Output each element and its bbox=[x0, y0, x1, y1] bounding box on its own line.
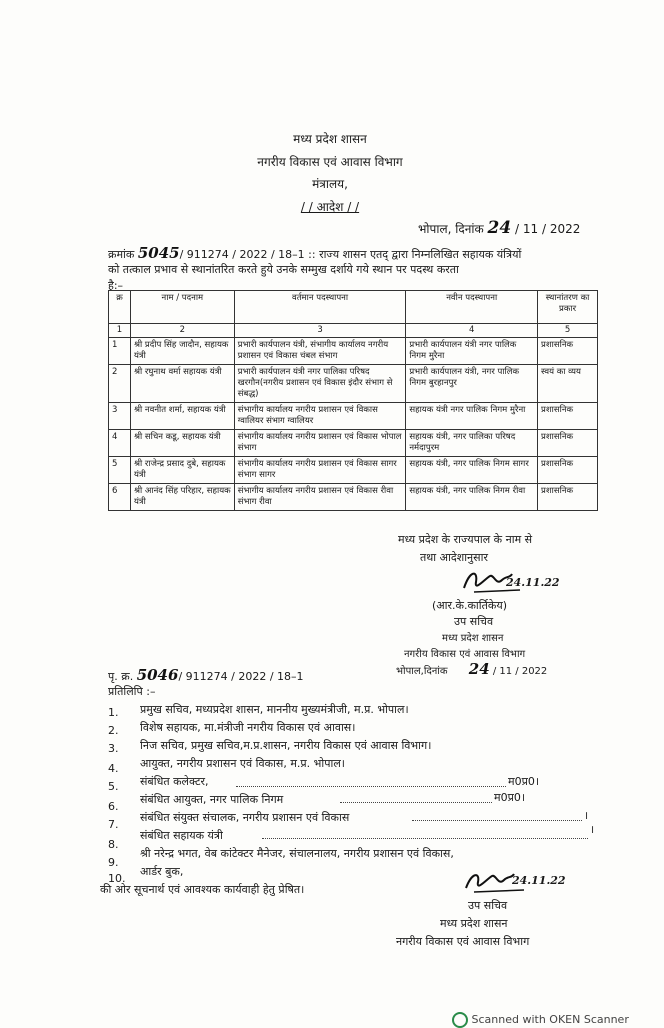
copy-item-number: 10. bbox=[108, 872, 126, 885]
copy-officer-government: मध्य प्रदेश शासन bbox=[440, 917, 508, 930]
blank-line bbox=[340, 802, 492, 803]
copy-item-number: 8. bbox=[108, 838, 119, 851]
col-number: 2 bbox=[130, 324, 234, 338]
table-number-row bbox=[109, 324, 598, 338]
cell-sn: 4 bbox=[109, 430, 131, 457]
header-name: नाम / पदनाम bbox=[130, 291, 234, 324]
cell-name: श्री नवनीत शर्मा, सहायक यंत्री bbox=[130, 403, 234, 430]
copy-item-number: 9. bbox=[108, 856, 119, 869]
cell-current: प्रभारी कार्यपालन यंत्री, संभागीय कार्यालय नगरीय प्रशासन एवं विकास चंबल संभाग bbox=[234, 338, 406, 365]
cell-name: श्री रघुनाथ वर्मा सहायक यंत्री bbox=[130, 365, 234, 403]
blank-line bbox=[236, 786, 506, 787]
closing-line-2: तथा आदेशानुसार bbox=[420, 551, 488, 564]
col-number: 4 bbox=[406, 324, 538, 338]
header-transfer-type: स्थानांतरण का प्रकार bbox=[538, 291, 598, 324]
copy-item-text: संबंधित संयुक्त संचालक, नगरीय प्रशासन एवं विकास bbox=[140, 811, 350, 824]
header-department: नगरीय विकास एवं आवास विभाग bbox=[257, 155, 403, 169]
header-ministry: मंत्रालय, bbox=[312, 177, 348, 191]
scanner-watermark: Scanned with OKEN Scanner bbox=[452, 1012, 629, 1028]
cell-new: प्रभारी कार्यपालन यंत्री, नगर पालिक निगम बुरहानपुर bbox=[406, 365, 538, 403]
order-title: / / आदेश / / bbox=[300, 200, 360, 214]
order-number: 5045 bbox=[137, 244, 180, 262]
copy-item-number: 7. bbox=[108, 818, 119, 831]
col-number: 1 bbox=[109, 324, 131, 338]
copy-officer-department: नगरीय विकास एवं आवास विभाग bbox=[396, 935, 530, 948]
cell-new: सहायक यंत्री, नगर पालिक निगम रीवा bbox=[406, 484, 538, 511]
cell-current: प्रभारी कार्यपालन यंत्री नगर पालिका परिषद खरगौन(नगरीय प्रशासन एवं विकास इंदौर संभाग से संबद्ध) bbox=[234, 365, 406, 403]
signature-1-date: 24.11.22 bbox=[506, 576, 560, 589]
copy-item-tail: । bbox=[590, 823, 595, 836]
table-row bbox=[109, 403, 598, 430]
copy-item-tail: । bbox=[584, 809, 589, 822]
copy-item-text: संबंधित सहायक यंत्री bbox=[140, 829, 223, 842]
header-current-posting: वर्तमान पदस्थापना bbox=[234, 291, 406, 324]
copy-item-number: 3. bbox=[108, 742, 119, 755]
table-row bbox=[109, 365, 598, 403]
header-government: मध्य प्रदेश शासन bbox=[293, 132, 367, 146]
cell-current: संभागीय कार्यालय नगरीय प्रशासन एवं विकास भोपाल संभाग bbox=[234, 430, 406, 457]
officer-name: (आर.के.कार्तिकेय) bbox=[432, 599, 508, 612]
scanner-logo-icon bbox=[452, 1012, 468, 1028]
cell-name: श्री राजेन्द्र प्रसाद दुबे, सहायक यंत्री bbox=[130, 457, 234, 484]
header-sn: क्र bbox=[109, 291, 131, 324]
col-number: 3 bbox=[234, 324, 406, 338]
cell-current: संभागीय कार्यालय नगरीय प्रशासन एवं विकास सागर संभाग सागर bbox=[234, 457, 406, 484]
order-date: भोपाल, दिनांक 24 / 11 / 2022 bbox=[418, 218, 581, 238]
copy-item-text: संबंधित आयुक्त, नगर पालिक निगम bbox=[140, 793, 284, 806]
copy-item-number: 6. bbox=[108, 800, 119, 813]
table-row bbox=[109, 430, 598, 457]
blank-line bbox=[262, 838, 588, 839]
cell-type: प्रशासनिक bbox=[538, 430, 598, 457]
copy-item-number: 5. bbox=[108, 780, 119, 793]
copy-item-text: निज सचिव, प्रमुख सचिव,म.प्र.शासन, नगरीय विकास एवं आवास विभाग। bbox=[140, 739, 432, 752]
cell-sn: 2 bbox=[109, 365, 131, 403]
copy-item-number: 2. bbox=[108, 724, 119, 737]
cell-current: संभागीय कार्यालय नगरीय प्रशासन एवं विकास ग्वालियर संभाग ग्वालियर bbox=[234, 403, 406, 430]
col-number: 5 bbox=[538, 324, 598, 338]
table-row bbox=[109, 457, 598, 484]
copy-item-tail: म0प्र0। bbox=[494, 791, 526, 804]
copy-item-number: 4. bbox=[108, 762, 119, 775]
cell-new: सहायक यंत्री नगर पालिक निगम मुरैना bbox=[406, 403, 538, 430]
cell-sn: 6 bbox=[109, 484, 131, 511]
cell-sn: 3 bbox=[109, 403, 131, 430]
closing-line-1: मध्य प्रदेश के राज्यपाल के नाम से bbox=[398, 533, 533, 546]
cell-type: प्रशासनिक bbox=[538, 484, 598, 511]
cell-sn: 1 bbox=[109, 338, 131, 365]
order-number-line: क्रमांक 5045/ 911274 / 2022 / 18–1 :: राज्य शासन एतद् द्वारा निम्नलिखित सहायक यंत्रियों bbox=[108, 244, 522, 262]
blank-line bbox=[412, 820, 582, 821]
copy-officer-post: उप सचिव bbox=[468, 899, 508, 912]
copy-item-tail: म0प्र0। bbox=[508, 775, 540, 788]
intro-line-2: को तत्काल प्रभाव से स्थानांतरित करते हुये उनके सम्मुख दर्शाये गये स्थान पर पदस्थ करता bbox=[108, 263, 459, 276]
copy-item-text: संबंधित कलेक्टर, bbox=[140, 775, 209, 788]
officer-department: नगरीय विकास एवं आवास विभाग bbox=[404, 649, 526, 660]
cell-current: संभागीय कार्यालय नगरीय प्रशासन एवं विकास रीवा संभाग रीवा bbox=[234, 484, 406, 511]
table-row bbox=[109, 484, 598, 511]
officer-government: मध्य प्रदेश शासन bbox=[442, 633, 504, 644]
table-row bbox=[109, 338, 598, 365]
copy-item-text: विशेष सहायक, मा.मंत्रीजी नगरीय विकास एवं आवास। bbox=[140, 721, 356, 734]
transfer-table bbox=[108, 290, 598, 511]
closing-date: भोपाल,दिनांक 24 / 11 / 2022 bbox=[396, 660, 548, 678]
cell-new: प्रभारी कार्यपालन यंत्री नगर पालिक निगम मुरैना bbox=[406, 338, 538, 365]
copy-item-text: प्रमुख सचिव, मध्यप्रदेश शासन, माननीय मुख्यमंत्रीजी, म.प्र. भोपाल। bbox=[140, 703, 409, 716]
closing-date-day: 24 bbox=[468, 660, 490, 678]
cell-name: श्री आनंद सिंह परिहार, सहायक यंत्री bbox=[130, 484, 234, 511]
order-date-day: 24 bbox=[487, 218, 512, 238]
header-new-posting: नवीन पदस्थापना bbox=[406, 291, 538, 324]
copy-label: प्रतिलिपि :– bbox=[108, 685, 156, 698]
copy-item-text: आर्डर बुक, bbox=[140, 865, 184, 878]
officer-post: उप सचिव bbox=[454, 615, 494, 628]
copy-ref-number: 5046 bbox=[136, 666, 179, 684]
copy-item-text: आयुक्त, नगरीय प्रशासन एवं विकास, म.प्र. भोपाल। bbox=[140, 757, 345, 770]
copy-ref-line: पृ. क्र. 5046/ 911274 / 2022 / 18–1 bbox=[108, 666, 304, 684]
intro-line-3: है:– bbox=[108, 279, 124, 292]
cell-new: सहायक यंत्री, नगर पालिक निगम सागर bbox=[406, 457, 538, 484]
cell-sn: 5 bbox=[109, 457, 131, 484]
cell-type: स्वयं का व्यय bbox=[538, 365, 598, 403]
cell-type: प्रशासनिक bbox=[538, 338, 598, 365]
copy-item-text: श्री नरेन्द्र भगत, वेब कांटेक्टर मैनेजर, संचालनालय, नगरीय प्रशासन एवं विकास, bbox=[140, 847, 454, 860]
cell-new: सहायक यंत्री, नगर पालिका परिषद नर्मदापुरम bbox=[406, 430, 538, 457]
cell-name: श्री सचिन कडू, सहायक यंत्री bbox=[130, 430, 234, 457]
cell-name: श्री प्रदीप सिंह जादौन, सहायक यंत्री bbox=[130, 338, 234, 365]
copy-footer: की ओर सूचनार्थ एवं आवश्यक कार्यवाही हेतु प्रेषित। bbox=[100, 883, 305, 896]
table-header-row bbox=[109, 291, 598, 324]
signature-2-date: 24.11.22 bbox=[512, 874, 566, 887]
cell-type: प्रशासनिक bbox=[538, 457, 598, 484]
cell-type: प्रशासनिक bbox=[538, 403, 598, 430]
copy-item-number: 1. bbox=[108, 706, 119, 719]
